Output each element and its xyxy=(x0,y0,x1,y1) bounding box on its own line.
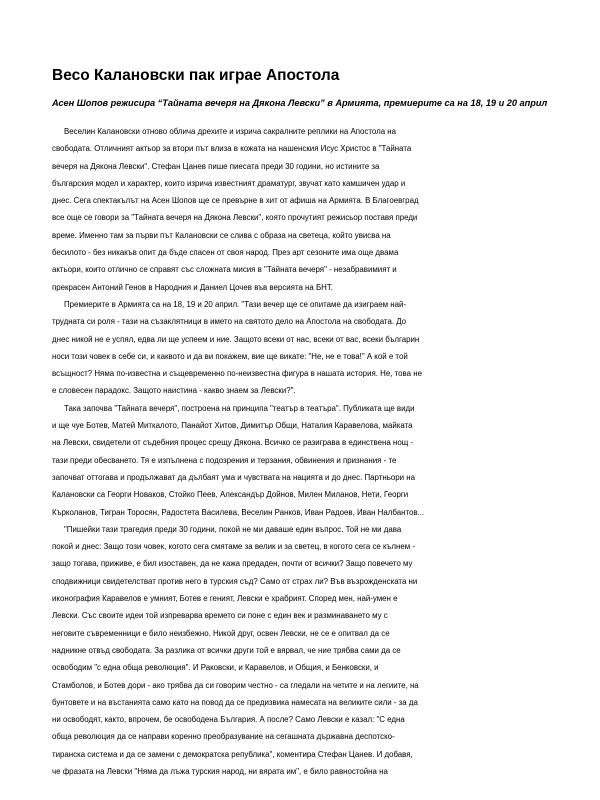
body-line: освободим "с една обща революция". И Раковски, и Каравелов, и Общия, и Бенковски, и xyxy=(52,663,379,673)
body-line: днес. Сега спектакълът на Асен Шопов ще се превърне в хит от афиша на Армията. В Благоевград xyxy=(52,196,419,206)
body-line: прекрасен Антоний Генов в Народния и Даниел Цочев във версията на БНТ. xyxy=(52,282,333,292)
body-line: Така започва "Тайната вечеря", построена на принципа "театър в театъра". Публиката ще види xyxy=(64,403,415,413)
body-line: бунтовете и на въстанията само като на повод да се предизвика намесата на великите сили - за да xyxy=(52,697,418,707)
body-line: че фразата на Левски "Няма да лъжа турския народ, ни вярата им", е било равностойна на xyxy=(52,766,388,776)
body-line: иконография Каравелов е умният, Ботев е геният, Левски е храбрият. Според мен, най-умен е xyxy=(52,594,398,604)
body-line: днес никой не е успял, едва ли ще успеем и ние. Защото всеки от нас, всеки от вас, всеки българин xyxy=(52,334,420,344)
body-line: бесилото - без никакъв опит да бъде спасен от своя народ. През арт сезоните има още двама xyxy=(52,248,399,258)
body-line: покой и днес: Защо този човек, когото сега смятаме за велик и за светец, в когото сега се кълнем - xyxy=(52,542,415,552)
article-subtitle: Асен Шопов режисира “Тайната вечеря на Дякона Левски” в Армията, премиерите са на 18, 19 и 20 април xyxy=(52,98,548,108)
article-title: Весо Калановски пак играе Апостола xyxy=(52,67,340,84)
body-line: време. Именно там за първи път Калановски се слива с образа на светеца, който увисва на xyxy=(52,230,391,240)
body-line: започват оттогава и продължават да дълбаят ума и чувствата на нацията и до днес. Партньори на xyxy=(52,472,415,482)
body-line: и ще чуе Ботев, Матей Миткалото, Панайот Хитов, Димитър Общи, Наталия Каравелова, майката xyxy=(52,421,413,431)
body-line: вечеря на Дякона Левски". Стефан Цанев пише пиесата преди 30 години, но истините за xyxy=(52,161,380,171)
body-line: надникне отвъд свободата. За разлика от всички други той е вярвал, че ние трябва сами да се xyxy=(52,645,401,655)
body-line: актьори, които отлично се справят със сложната мисия в "Тайната вечеря" - незабравимият и xyxy=(52,265,397,275)
body-line: Премиерите в Армията са на 18, 19 и 20 април. "Тази вечер ще се опитаме да изиграем най- xyxy=(64,299,407,309)
body-line: "Пишейки тази трагедия преди 30 години, покой не ми даваше един въпрос. Той не ми дава xyxy=(64,524,402,534)
body-line: Стамболов, и Ботев дори - ако трябва да си говорим честно - са гледали на четите и на легиите, на xyxy=(52,680,419,690)
body-line: защо тогава, приживе, е бил изоставен, да не кажа предаден, почти от всички? Защо повечето му xyxy=(52,559,413,569)
body-line: обща революция да се направи коренно преобразувание на сегашната държавна деспотско- xyxy=(52,732,395,742)
body-line: ни освободят, както, впрочем, бе освободена България. А после? Само Левски е казал: "С една xyxy=(52,715,405,725)
body-line: всъщност? Няма по-известна и същевременно по-неизвестна фигура в нашата история. Не, това не xyxy=(52,369,422,379)
article-body xyxy=(52,123,562,780)
body-line: Веселин Калановски отново облича дрехите и изрича сакралните реплики на Апостола на xyxy=(64,127,397,136)
body-line: сподвижници свидетелстват против него в турския съд? Само от страх ли? Във възрожденската ни xyxy=(52,576,418,586)
body-line: на Левски, свидетели от съдебния процес срещу Дякона. Всичко се разиграва в единствена нощ - xyxy=(52,438,414,448)
body-line: трудната си роля - тази на съзаклятници в името на святото дело на Апостола на свободата. До xyxy=(52,317,407,327)
body-line: неговите съвременници е било неизбежно. Никой друг, освен Левски, не се е опитвал да се xyxy=(52,628,390,638)
body-line: е словесен парадокс. Защото наистина - какво знаем за Левски?". xyxy=(52,386,296,396)
body-line: Кърколанов, Тигран Торосян, Радостета Василева, Веселин Ранков, Иван Радоев, Иван Налбантов... xyxy=(52,507,425,517)
body-line: тази преди обесването. Тя е изпълнена с подозрения и терзания, обвинения и признания - те xyxy=(52,455,397,465)
body-line: свободата. Отличният актьор за втори път влиза в кожата на нашенския Исус Христос в "Тайната xyxy=(52,144,412,154)
body-line: Левски. Със своите идеи той изпреварва времето си поне с един век и разминаването му с xyxy=(52,611,388,621)
body-line: носи този човек в себе си, и каквото и да ви покажем, вие ще викате: "Не, не е това!" А кой е той xyxy=(52,351,408,361)
body-line: тиранска система и да се замени с демократска република", коментира Стефан Цанев. И добавя, xyxy=(52,749,413,759)
body-line: все още се говори за "Тайната вечеря на Дякона Левски", която прочутият режисьор поставя преди xyxy=(52,213,418,223)
body-line: българския модел и характер, които изрича известният драматург, звучат като камшичен удар и xyxy=(52,178,406,188)
body-line: Калановски са Георги Новаков, Стойко Пеев, Александър Дойнов, Милен Миланов, Нети, Георги xyxy=(52,490,409,500)
